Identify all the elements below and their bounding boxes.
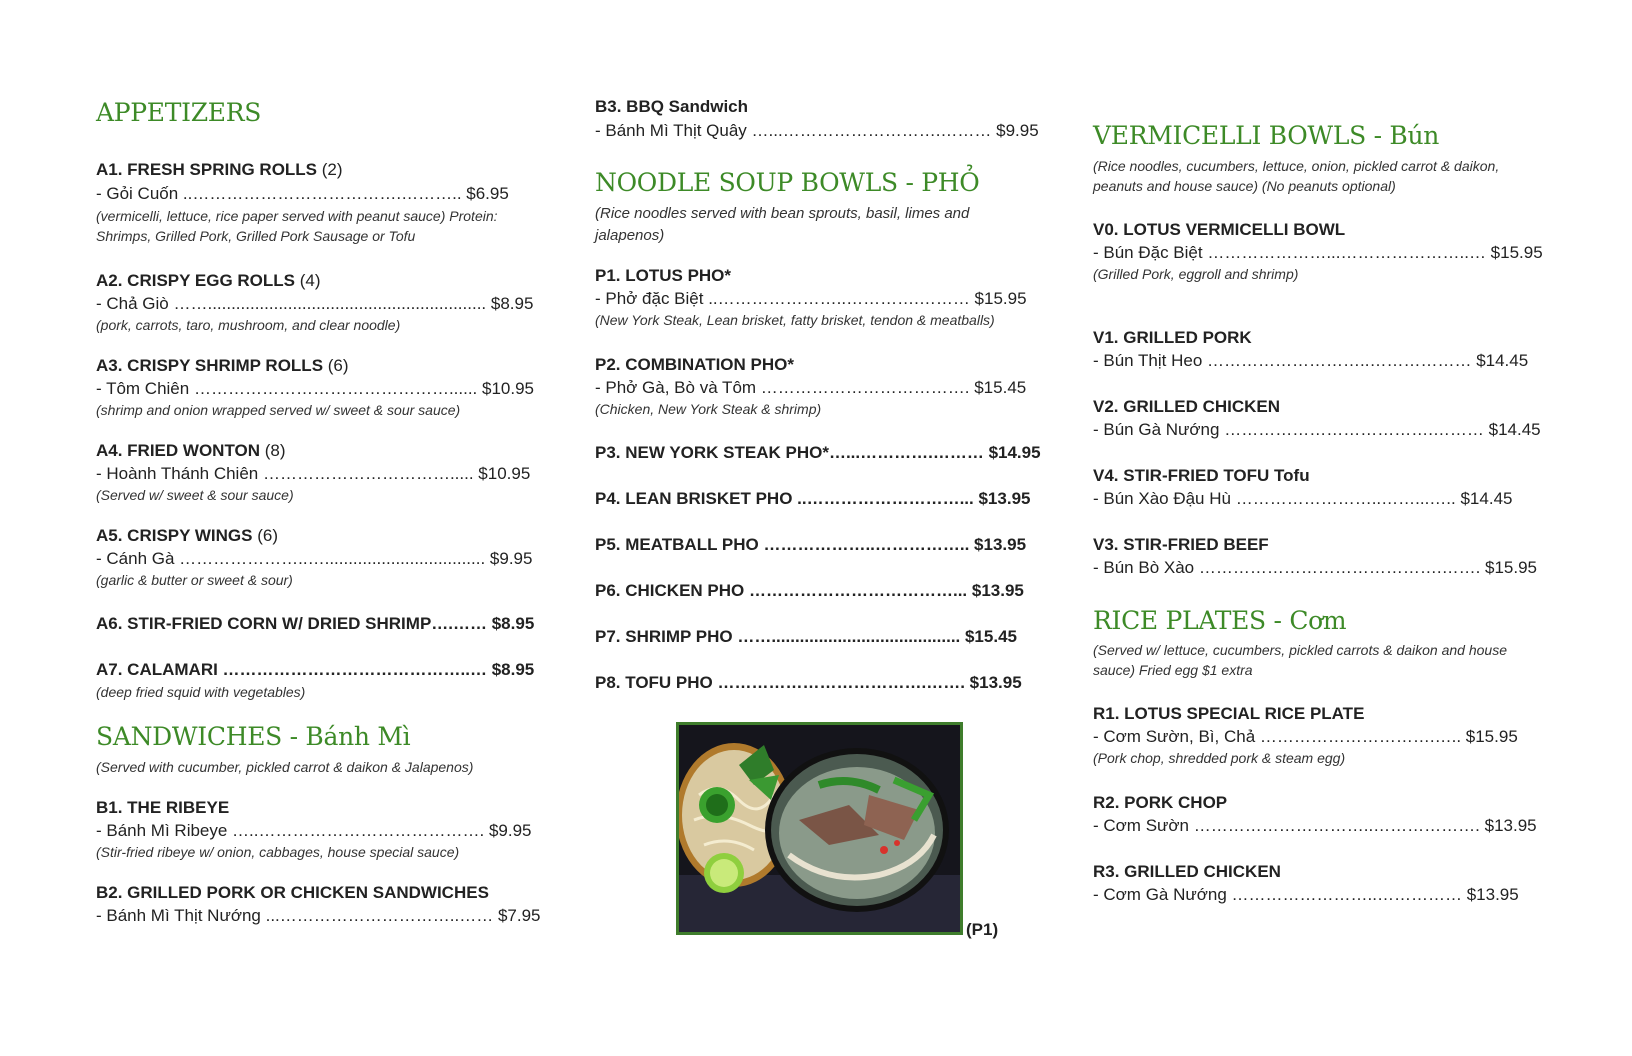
a2-line: - Chả Giò ……........................................................... $8.95 — [96, 294, 534, 313]
p3-line: P3. NEW YORK STEAK PHO*…...………….……… $14.95 — [595, 443, 1041, 462]
b3-line: - Bánh Mì Thịt Quây …...……………………….……… $9.95 — [595, 121, 1039, 140]
r2-title: R2. PORK CHOP — [1093, 793, 1228, 812]
a3-note: (shrimp and onion wrapped served w/ sweet & sour sauce) — [96, 402, 461, 418]
r3-line: - Cơm Gà Nướng ……………………..…………… $13.95 — [1093, 885, 1519, 904]
a4-qty: (8) — [264, 441, 286, 460]
v1-line: - Bún Thịt Heo ………………………..……………… $14.45 — [1093, 351, 1529, 370]
sandwiches-note: (Served with cucumber, pickled carrot & daikon & Jalapenos) — [96, 759, 474, 775]
a2-code: A2. CRISPY EGG ROLLS — [96, 271, 296, 290]
a4-note: (Served w/ sweet & sour sauce) — [96, 487, 294, 503]
p7-line: P7. SHRIMP PHO ……........................................ $15.45 — [595, 627, 1017, 646]
a2-title — [96, 271, 321, 291]
a7-line: A7. CALAMARI ……………………………………..… $8.95 — [96, 660, 535, 679]
rice-note: (Served w/ lettuce, cucumbers, pickled carrots & daikon and house sauce) Fried egg $1 extra — [1093, 642, 1507, 678]
p5-line: P5. MEATBALL PHO ………………..…………….. $13.95 — [595, 535, 1027, 554]
a1-note: (vermicelli, lettuce, rice paper served with peanut sauce) Protein: Shrimps, Grilled Pork, Grilled Pork Sausage or Tofu — [96, 208, 498, 244]
v4-line: - Bún Xào Đậu Hù ……………………..……...….. $14.45 — [1093, 489, 1513, 508]
v0-note: (Grilled Pork, eggroll and shrimp) — [1093, 266, 1299, 282]
sandwiches-heading: SANDWICHES - Bánh Mì — [96, 722, 411, 751]
p1-line: - Phở đặc Biệt ..…………………..………….……… $15.95 — [595, 289, 1027, 308]
pho-photo — [676, 722, 963, 935]
v3-title: V3. STIR-FRIED BEEF — [1093, 535, 1269, 554]
pho-heading: NOODLE SOUP BOWLS - PHỎ — [595, 168, 980, 197]
photo-caption: (P1) — [966, 920, 999, 939]
a5-title — [96, 526, 278, 546]
a3-line: - Tôm Chiên ………………………………………...... $10.95 — [96, 379, 534, 398]
vermicelli-note: (Rice noodles, cucumbers, lettuce, onion, pickled carrot & daikon, peanuts and house sauce) (No peanuts optional) — [1093, 158, 1500, 194]
v0-line: - Bún Đặc Biệt …………………...…………………..… $15.95 — [1093, 243, 1543, 262]
appetizers-heading: APPETIZERS — [96, 98, 262, 127]
a1-qty: (2) — [321, 160, 343, 179]
pho-note: (Rice noodles served with bean sprouts, basil, limes and jalapenos) — [595, 205, 970, 244]
a1-line: - Gỏi Cuốn ..……………………………….……….. $6.95 — [96, 184, 509, 203]
v2-line: - Bún Gà Nướng ……………………………….……… $14.45 — [1093, 420, 1541, 439]
a5-code: A5. CRISPY WINGS — [96, 526, 253, 545]
v1-title: V1. GRILLED PORK — [1093, 328, 1252, 347]
r1-note: (Pork chop, shredded pork & steam egg) — [1093, 750, 1346, 766]
p2-note: (Chicken, New York Steak & shrimp) — [595, 401, 822, 417]
p1-note: (New York Steak, Lean brisket, fatty brisket, tendon & meatballs) — [595, 312, 995, 328]
rice-heading: RICE PLATES - Cơm — [1093, 606, 1347, 635]
p2-title: P2. COMBINATION PHO* — [595, 355, 794, 374]
p1-title: P1. LOTUS PHO* — [595, 266, 732, 285]
a5-line: - Cánh Gà …………………..….................................. $9.95 — [96, 549, 533, 568]
a5-note: (garlic & butter or sweet & sour) — [96, 572, 293, 588]
a2-qty: (4) — [299, 271, 321, 290]
a4-title — [96, 441, 286, 461]
a3-qty: (6) — [327, 356, 349, 375]
r2-line: - Cơm Sườn …………………………..………………. $13.95 — [1093, 816, 1537, 835]
v2-title: V2. GRILLED CHICKEN — [1093, 397, 1281, 416]
vermicelli-heading: VERMICELLI BOWLS - Bún — [1093, 121, 1440, 150]
v3-line: - Bún Bò Xào …………………………………….……. $15.95 — [1093, 558, 1538, 577]
b2-title: B2. GRILLED PORK OR CHICKEN SANDWICHES — [96, 883, 489, 902]
b2-line: - Bánh Mì Thịt Nướng ...…………………………..…… $7.95 — [96, 906, 541, 925]
p8-line: P8. TOFU PHO ……………………………….……. $13.95 — [595, 673, 1022, 692]
a1-code: A1. FRESH SPRING ROLLS — [96, 160, 318, 179]
b1-note: (Stir-fried ribeye w/ onion, cabbages, house special sauce) — [96, 844, 460, 860]
a4-line: - Hoành Thánh Chiên ……………………………..... $10.95 — [96, 464, 531, 483]
v4-title: V4. STIR-FRIED TOFU Tofu — [1093, 466, 1310, 485]
a5-qty: (6) — [257, 526, 279, 545]
b3-title: B3. BBQ Sandwich — [595, 97, 749, 116]
pho-bowl-illustration — [679, 725, 960, 932]
a2-note: (pork, carrots, taro, mushroom, and clear noodle) — [96, 317, 401, 333]
p2-line: - Phở Gà, Bò và Tôm ………………………………. $15.45 — [595, 378, 1027, 397]
a4-code: A4. FRIED WONTON — [96, 441, 261, 460]
b1-line: - Bánh Mì Ribeye …..…………………………………. $9.95 — [96, 821, 532, 840]
b1-title: B1. THE RIBEYE — [96, 798, 230, 817]
r3-title: R3. GRILLED CHICKEN — [1093, 862, 1281, 881]
r1-line: - Cơm Sườn, Bì, Chả ………………………….….. $15.95 — [1093, 727, 1518, 746]
r1-title: R1. LOTUS SPECIAL RICE PLATE — [1093, 704, 1365, 723]
v0-title: V0. LOTUS VERMICELLI BOWL — [1093, 220, 1346, 239]
p4-line: P4. LEAN BRISKET PHO ..………………………... $13.95 — [595, 489, 1031, 508]
a6-line: A6. STIR-FRIED CORN W/ DRIED SHRIMP….…… $8.95 — [96, 614, 535, 633]
a3-code: A3. CRISPY SHRIMP ROLLS — [96, 356, 324, 375]
a1-title — [96, 160, 343, 180]
a7-note: (deep fried squid with vegetables) — [96, 684, 306, 700]
a3-title — [96, 356, 349, 376]
p6-line: P6. CHICKEN PHO ………………………………... $13.95 — [595, 581, 1024, 600]
